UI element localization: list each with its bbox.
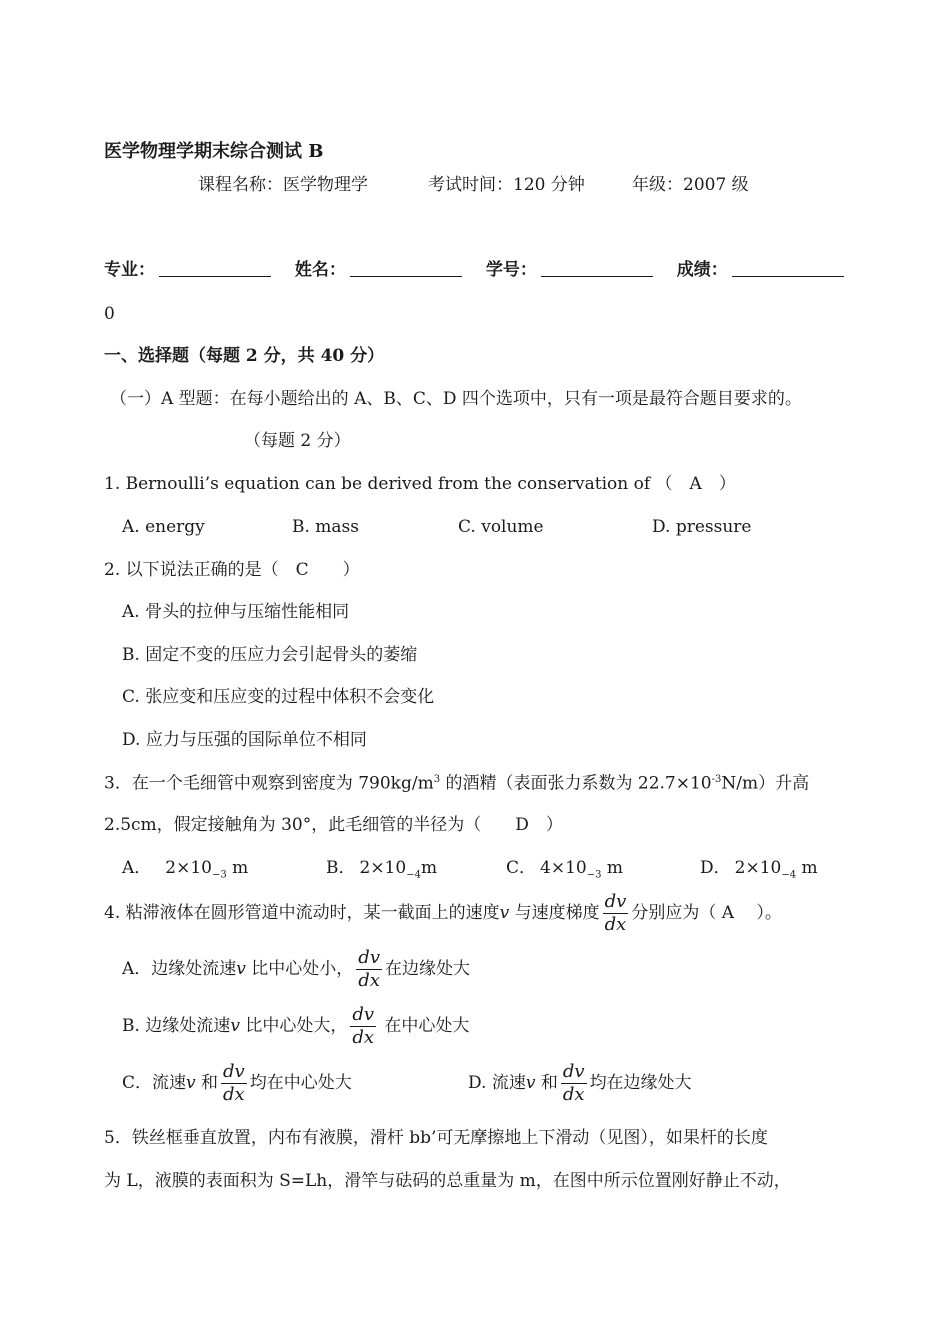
frac-denominator: dx [604, 914, 627, 935]
q3-a-label: A． [122, 858, 152, 878]
q1-stem: 1. Bernoulli’s equation can be derived from the conservation of （ A ） [104, 474, 736, 494]
q4-d-fraction [561, 1063, 587, 1104]
q1-option-b: B. mass [292, 517, 360, 537]
frac-denominator: dx [223, 1084, 245, 1105]
q4-b-fraction [350, 1006, 376, 1047]
q3-c-exp: −3 [586, 869, 602, 881]
section-instructions: （一）A 型题：在每小题给出的 A、B、C、D 四个选项中，只有一项是最符合题目要求的。 [110, 389, 802, 409]
major-label: 专业： [104, 260, 155, 280]
q4-option-a [122, 949, 470, 990]
frac-denominator: dx [352, 1027, 375, 1048]
q4-a-mid: 比中心处小， [245, 959, 354, 979]
q4-c-fraction [221, 1063, 247, 1104]
q3-option-d [700, 860, 818, 880]
q3-c-unit: m [601, 858, 623, 878]
q4-stem [104, 893, 782, 934]
score-blank[interactable] [732, 275, 844, 277]
q4-dvdx-fraction [603, 893, 629, 934]
q4-b-mid: 比中心处大， [239, 1016, 348, 1036]
q4-d-pre: D. 流速 [468, 1073, 526, 1093]
q4-option-b [122, 1006, 469, 1047]
q2-option-a: A. 骨头的拉伸与压缩性能相同 [122, 602, 350, 622]
q1-option-a: A. energy [122, 517, 205, 537]
q1-option-d: D. pressure [652, 517, 752, 537]
q3-d-unit: m [796, 858, 818, 878]
q2-option-d: D. 应力与压强的国际单位不相同 [122, 730, 367, 750]
name-blank[interactable] [350, 275, 462, 277]
grade-year: 年级：2007 级 [632, 175, 749, 195]
q4-c-mid: 和 [195, 1073, 219, 1093]
q3-b-label: B． [326, 858, 356, 878]
q4-d-mid: 和 [535, 1073, 558, 1093]
q4-c-pre: C．流速 [122, 1073, 187, 1093]
frac-numerator: dv [562, 1061, 585, 1082]
q2-option-c: C. 张应变和压应变的过程中体积不会变化 [122, 687, 435, 707]
q3-density-exp: 3 [433, 774, 441, 785]
q3-tension-exp: -3 [711, 774, 722, 785]
q3-c-label: C． [506, 858, 537, 878]
q4-v-symbol: v [499, 903, 510, 923]
section-heading: 一、选择题（每题 2 分，共 40 分） [104, 346, 385, 366]
q3-stem [104, 775, 809, 793]
q3-a-unit: m [226, 858, 249, 878]
q4-b-pre: B. 边缘处流速 [122, 1016, 231, 1036]
doc-title: 医学物理学期末综合测试 B [104, 141, 324, 162]
frac-numerator: dv [223, 1061, 245, 1082]
q4-c-post: 均在中心处大 [249, 1073, 352, 1093]
q3-b-exp: −4 [406, 869, 421, 881]
exam-time: 考试时间：120 分钟 [428, 175, 585, 195]
q3-stem-line2: 2.5cm，假定接触角为 30°，此毛细管的半径为（ D ） [104, 815, 563, 835]
q3-option-a [122, 860, 248, 880]
id-label: 学号： [485, 260, 537, 280]
q4-d-v: v [525, 1073, 536, 1093]
q3-stem-part-c: N/m）升高 [721, 773, 810, 794]
q3-option-c [506, 860, 623, 880]
q3-b-unit: m [420, 858, 438, 878]
q3-b-base: 2×10 [359, 858, 407, 878]
frac-numerator: dv [352, 1004, 375, 1025]
frac-numerator: dv [358, 947, 380, 968]
q4-b-v: v [230, 1016, 240, 1036]
q4-stem-part-b: 与速度梯度 [509, 903, 600, 923]
q3-c-base: 4×10 [540, 858, 587, 878]
frac-numerator: dv [604, 891, 627, 912]
q3-a-exp: −3 [211, 869, 227, 881]
q2-stem: 2. 以下说法正确的是（ C ） [104, 560, 360, 580]
q3-d-exp: −4 [781, 869, 797, 881]
q3-option-b [326, 860, 437, 880]
q3-a-base: 2×10 [165, 858, 212, 878]
q4-c-v: v [186, 1073, 196, 1093]
q2-option-b: B. 固定不变的压应力会引起骨头的萎缩 [122, 645, 418, 665]
q4-d-post: 均在边缘处大 [589, 1073, 692, 1093]
q4-option-d [468, 1063, 692, 1104]
q3-d-base: 2×10 [734, 858, 782, 878]
q4-b-post: 在中心处大 [379, 1016, 470, 1036]
frac-denominator: dx [358, 970, 380, 991]
q4-stem-part-c: 分别应为（ A ）。 [631, 903, 782, 923]
q3-stem-part-a: 3．在一个毛细管中观察到密度为 790kg/m [104, 773, 434, 794]
q4-a-v: v [236, 959, 246, 979]
q5-stem-line2: 为 L，液膜的表面积为 S=Lh，滑竿与砝码的总重量为 m，在图中所示位置刚好静止不动， [104, 1171, 791, 1191]
id-blank[interactable] [541, 275, 653, 277]
q4-option-c [122, 1063, 352, 1104]
q5-stem-line1: 5．铁丝框垂直放置，内布有液膜，滑杆 bb’可无摩擦地上下滑动（见图），如果杆的长度 [104, 1128, 768, 1148]
score-label: 成绩： [676, 260, 728, 280]
q4-a-pre: A．边缘处流速 [122, 959, 237, 979]
q4-a-post: 在边缘处大 [385, 959, 470, 979]
q3-d-label: D． [700, 858, 731, 878]
name-label: 姓名： [294, 260, 346, 280]
major-blank[interactable] [159, 275, 271, 277]
frac-denominator: dx [562, 1084, 585, 1105]
student-fields [104, 262, 844, 279]
section-points: （每题 2 分） [244, 431, 351, 451]
q1-option-c: C. volume [458, 517, 544, 537]
course-name: 课程名称：医学物理学 [198, 175, 368, 195]
q4-stem-part-a: 4. 粘滞液体在圆形管道中流动时，某一截面上的速度 [104, 903, 500, 923]
q3-stem-part-b: 的酒精（表面张力系数为 22.7×10 [440, 773, 712, 794]
zero-mark: 0 [104, 304, 115, 324]
q4-a-fraction [356, 949, 382, 990]
